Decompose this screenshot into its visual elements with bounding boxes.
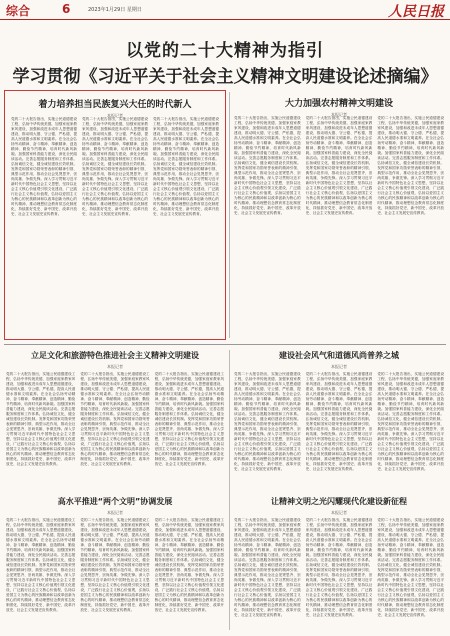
column-divider [229,92,230,338]
article-3 [4,350,226,490]
article-5 [4,496,226,632]
article-text-col: 党的二十大报告指出，实施公民道德建设工程，弘扬中华传统美德，加强家庭家教家风建设，加强和改进未成年人思想道德建设，推动明大德、守公德、严私德，提高人民道德水准和文明素养。在全社会弘扬劳动精神、奋斗精神、奉献精神、创造精神、勤俭节约精神，培育时代新风新貌。加强国家科普能力建设，深化全民阅读活动。完善志愿服务制度和工作体系。弘扬诚信文化，健全诚信建设长效机制。发挥党和国家功勋荣誉表彰的精神引领、典型示范作用，推动全社会见贤思齐、崇尚英雄、争做先锋。深入学习贯彻习近平新时代中国特色社会主义思想，坚持以社会主义核心价值观引领文化建设，广泛践行社会主义核心价值观，弘扬以爱国主义为核心的民族精神和以改革创新为核心的时代精神，推动理想信念教育常态化制度化，持续抓好党史、新中国史、改革开放史、社会主义发展史宣传教育。 [377,116,445,215]
section-divider [4,344,446,345]
article-text-col: 党的二十大报告指出，实施公民道德建设工程，弘扬中华传统美德，加强家庭家教家风建设，加强和改进未成年人思想道德建设，推动明大德、守公德、严私德，提高人民道德水准和文明素养。在全社会弘扬劳动精神、奋斗精神、奉献精神、创造精神、勤俭节约精神，培育时代新风新貌。加强国家科普能力建设，深化全民阅读活动。完善志愿服务制度和工作体系。弘扬诚信文化，健全诚信建设长效机制。发挥党和国家功勋荣誉表彰的精神引领、典型示范作用，推动全社会见贤思齐、崇尚英雄、争做先锋。深入学习贯彻习近平新时代中国特色社会主义思想，坚持以社会主义核心价值观引领文化建设，广泛践行社会主义核心价值观，弘扬以爱国主义为核心的民族精神和以改革创新为核心的时代精神，推动理想信念教育常态化制度化，持续抓好党史、新中国史、改革开放史、社会主义发展史宣传教育。 [154,372,224,466]
article-author: 本报记者 [107,510,123,515]
article-author: 本报记者 [331,364,347,369]
article-title: 高水平推进“两个文明”协调发展 [57,497,173,506]
page-number: 6 [62,2,71,16]
article-text-col: 党的二十大报告指出，实施公民道德建设工程，弘扬中华传统美德，加强家庭家教家风建设，加强和改进未成年人思想道德建设，推动明大德、守公德、严私德，提高人民道德水准和文明素养。在全社会弘扬劳动精神、奋斗精神、奉献精神、创造精神、勤俭节约精神，培育时代新风新貌。加强国家科普能力建设，深化全民阅读活动。完善志愿服务制度和工作体系。弘扬诚信文化，健全诚信建设长效机制。发挥党和国家功勋荣誉表彰的精神引领、典型示范作用，推动全社会见贤思齐、崇尚英雄、争做先锋。深入学习贯彻习近平新时代中国特色社会主义思想，坚持以社会主义核心价值观引领文化建设，广泛践行社会主义核心价值观，弘扬以爱国主义为核心的民族精神和以改革创新为核心的时代精神，推动理想信念教育常态化制度化，持续抓好党史、新中国史、改革开放史、社会主义发展史宣传教育。 [305,372,373,471]
article-author: 本报记者 [107,364,123,369]
article-title: 让精神文明之光闪耀现代化建设新征程 [271,497,407,506]
article-author: 本报记者 [107,113,123,118]
article-text-col: 党的二十大报告指出，实施公民道德建设工程，弘扬中华传统美德，加强家庭家教家风建设，加强和改进未成年人思想道德建设，推动明大德、守公德、严私德，提高人民道德水准和文明素养。在全社会弘扬劳动精神、奋斗精神、奉献精神、创造精神、勤俭节约精神，培育时代新风新貌。加强国家科普能力建设，深化全民阅读活动。完善志愿服务制度和工作体系。弘扬诚信文化，健全诚信建设长效机制。发挥党和国家功勋荣誉表彰的精神引领、典型示范作用，推动全社会见贤思齐、崇尚英雄、争做先锋。深入学习贯彻习近平新时代中国特色社会主义思想，坚持以社会主义核心价值观引领文化建设，广泛践行社会主义核心价值观，弘扬以爱国主义为核心的民族精神和以改革创新为核心的时代精神，推动理想信念教育常态化制度化，持续抓好党史、新中国史、改革开放史、社会主义发展史宣传教育。 [6,372,76,466]
article-text-col: 党的二十大报告指出，实施公民道德建设工程，弘扬中华传统美德，加强家庭家教家风建设，加强和改进未成年人思想道德建设，推动明大德、守公德、严私德，提高人民道德水准和文明素养。在全社会弘扬劳动精神、奋斗精神、奉献精神、创造精神、勤俭节约精神，培育时代新风新貌。加强国家科普能力建设，深化全民阅读活动。完善志愿服务制度和工作体系。弘扬诚信文化，健全诚信建设长效机制。发挥党和国家功勋荣誉表彰的精神引领、典型示范作用，推动全社会见贤思齐、崇尚英雄、争做先锋。深入学习贯彻习近平新时代中国特色社会主义思想，坚持以社会主义核心价值观引领文化建设，广泛践行社会主义核心价值观，弘扬以爱国主义为核心的民族精神和以改革创新为核心的时代精神，推动理想信念教育常态化制度化，持续抓好党史、新中国史、改革开放史、社会主义发展史宣传教育。 [82,117,148,216]
article-author: 本报记者 [331,112,347,117]
article-text-col: 党的二十大报告指出，实施公民道德建设工程，弘扬中华传统美德，加强家庭家教家风建设，加强和改进未成年人思想道德建设，推动明大德、守公德、严私德，提高人民道德水准和文明素养。在全社会弘扬劳动精神、奋斗精神、奉献精神、创造精神、勤俭节约精神，培育时代新风新貌。加强国家科普能力建设，深化全民阅读活动。完善志愿服务制度和工作体系。弘扬诚信文化，健全诚信建设长效机制。发挥党和国家功勋荣誉表彰的精神引领、典型示范作用，推动全社会见贤思齐、崇尚英雄、争做先锋。深入学习贯彻习近平新时代中国特色社会主义思想，坚持以社会主义核心价值观引领文化建设，广泛践行社会主义核心价值观，弘扬以爱国主义为核心的民族精神和以改革创新为核心的时代精神，推动理想信念教育常态化制度化，持续抓好党史、新中国史、改革开放史、社会主义发展史宣传教育。 [234,372,301,471]
page-header [0,0,450,20]
article-text-col: 党的二十大报告指出，实施公民道德建设工程，弘扬中华传统美德，加强家庭家教家风建设，加强和改进未成年人思想道德建设，推动明大德、守公德、严私德，提高人民道德水准和文明素养。在全社会弘扬劳动精神、奋斗精神、奉献精神、创造精神、勤俭节约精神，培育时代新风新貌。加强国家科普能力建设，深化全民阅读活动。完善志愿服务制度和工作体系。弘扬诚信文化，健全诚信建设长效机制。发挥党和国家功勋荣誉表彰的精神引领、典型示范作用，推动全社会见贤思齐、崇尚英雄、争做先锋。深入学习贯彻习近平新时代中国特色社会主义思想，坚持以社会主义核心价值观引领文化建设，广泛践行社会主义核心价值观，弘扬以爱国主义为核心的民族精神和以改革创新为核心的时代精神，推动理想信念教育常态化制度化，持续抓好党史、新中国史、改革开放史、社会主义发展史宣传教育。 [80,518,150,612]
article-title: 立足文化和旅游特色推进社会主义精神文明建设 [31,351,199,360]
issue-date: 2023年1月29日 星期日 [88,7,142,13]
article-text-col: 党的二十大报告指出，实施公民道德建设工程，弘扬中华传统美德，加强家庭家教家风建设，加强和改进未成年人思想道德建设，推动明大德、守公德、严私德，提高人民道德水准和文明素养。在全社会弘扬劳动精神、奋斗精神、奉献精神、创造精神、勤俭节约精神，培育时代新风新貌。加强国家科普能力建设，深化全民阅读活动。完善志愿服务制度和工作体系。弘扬诚信文化，健全诚信建设长效机制。发挥党和国家功勋荣誉表彰的精神引领、典型示范作用，推动全社会见贤思齐、崇尚英雄、争做先锋。深入学习贯彻习近平新时代中国特色社会主义思想，坚持以社会主义核心价值观引领文化建设，广泛践行社会主义核心价值观，弘扬以爱国主义为核心的民族精神和以改革创新为核心的时代精神，推动理想信念教育常态化制度化，持续抓好党史、新中国史、改革开放史、社会主义发展史宣传教育。 [6,518,76,612]
article-body [6,518,224,630]
masthead-logo: 人民日报 [388,4,444,20]
main-headline-line1: 以党的二十大精神为指引 [126,41,324,61]
column-divider [229,350,230,630]
article-text-col: 党的二十大报告指出，实施公民道德建设工程，弘扬中华传统美德，加强家庭家教家风建设，加强和改进未成年人思想道德建设，推动明大德、守公德、严私德，提高人民道德水准和文明素养。在全社会弘扬劳动精神、奋斗精神、奉献精神、创造精神、勤俭节约精神，培育时代新风新貌。加强国家科普能力建设，深化全民阅读活动。完善志愿服务制度和工作体系。弘扬诚信文化，健全诚信建设长效机制。发挥党和国家功勋荣誉表彰的精神引领、典型示范作用，推动全社会见贤思齐、崇尚英雄、争做先锋。深入学习贯彻习近平新时代中国特色社会主义思想，坚持以社会主义核心价值观引领文化建设，广泛践行社会主义核心价值观，弘扬以爱国主义为核心的民族精神和以改革创新为核心的时代精神，推动理想信念教育常态化制度化，持续抓好党史、新中国史、改革开放史、社会主义发展史宣传教育。 [11,117,77,216]
article-4 [232,350,446,490]
main-headline-line2: 学习贯彻《习近平关于社会主义精神文明建设论述摘编》 [12,67,438,87]
article-2 [232,90,446,340]
article-body [6,372,224,488]
article-text-col: 党的二十大报告指出，实施公民道德建设工程，弘扬中华传统美德，加强家庭家教家风建设，加强和改进未成年人思想道德建设，推动明大德、守公德、严私德，提高人民道德水准和文明素养。在全社会弘扬劳动精神、奋斗精神、奉献精神、创造精神、勤俭节约精神，培育时代新风新貌。加强国家科普能力建设，深化全民阅读活动。完善志愿服务制度和工作体系。弘扬诚信文化，健全诚信建设长效机制。发挥党和国家功勋荣誉表彰的精神引领、典型示范作用，推动全社会见贤思齐、崇尚英雄、争做先锋。深入学习贯彻习近平新时代中国特色社会主义思想，坚持以社会主义核心价值观引领文化建设，广泛践行社会主义核心价值观，弘扬以爱国主义为核心的民族精神和以改革创新为核心的时代精神，推动理想信念教育常态化制度化，持续抓好党史、新中国史、改革开放史、社会主义发展史宣传教育。 [154,518,224,612]
article-title: 着力培养担当民族复兴大任的时代新人 [38,100,192,110]
article-body [234,116,444,334]
article-1 [4,90,226,340]
article-text-col: 党的二十大报告指出，实施公民道德建设工程，弘扬中华传统美德，加强家庭家教家风建设，加强和改进未成年人思想道德建设，推动明大德、守公德、严私德，提高人民道德水准和文明素养。在全社会弘扬劳动精神、奋斗精神、奉献精神、创造精神、勤俭节约精神，培育时代新风新貌。加强国家科普能力建设，深化全民阅读活动。完善志愿服务制度和工作体系。弘扬诚信文化，健全诚信建设长效机制。发挥党和国家功勋荣誉表彰的精神引领、典型示范作用，推动全社会见贤思齐、崇尚英雄、争做先锋。深入学习贯彻习近平新时代中国特色社会主义思想，坚持以社会主义核心价值观引领文化建设，广泛践行社会主义核心价值观，弘扬以爱国主义为核心的民族精神和以改革创新为核心的时代精神，推动理想信念教育常态化制度化，持续抓好党史、新中国史、改革开放史、社会主义发展史宣传教育。 [234,116,301,215]
article-body [11,117,219,335]
article-text-col: 党的二十大报告指出，实施公民道德建设工程，弘扬中华传统美德，加强家庭家教家风建设，加强和改进未成年人思想道德建设，推动明大德、守公德、严私德，提高人民道德水准和文明素养。在全社会弘扬劳动精神、奋斗精神、奉献精神、创造精神、勤俭节约精神，培育时代新风新貌。加强国家科普能力建设，深化全民阅读活动。完善志愿服务制度和工作体系。弘扬诚信文化，健全诚信建设长效机制。发挥党和国家功勋荣誉表彰的精神引领、典型示范作用，推动全社会见贤思齐、崇尚英雄、争做先锋。深入学习贯彻习近平新时代中国特色社会主义思想，坚持以社会主义核心价值观引领文化建设，广泛践行社会主义核心价值观，弘扬以爱国主义为核心的民族精神和以改革创新为核心的时代精神，推动理想信念教育常态化制度化，持续抓好党史、新中国史、改革开放史、社会主义发展史宣传教育。 [153,117,219,216]
article-text-col: 党的二十大报告指出，实施公民道德建设工程，弘扬中华传统美德，加强家庭家教家风建设，加强和改进未成年人思想道德建设，推动明大德、守公德、严私德，提高人民道德水准和文明素养。在全社会弘扬劳动精神、奋斗精神、奉献精神、创造精神、勤俭节约精神，培育时代新风新貌。加强国家科普能力建设，深化全民阅读活动。完善志愿服务制度和工作体系。弘扬诚信文化，健全诚信建设长效机制。发挥党和国家功勋荣誉表彰的精神引领、典型示范作用，推动全社会见贤思齐、崇尚英雄、争做先锋。深入学习贯彻习近平新时代中国特色社会主义思想，坚持以社会主义核心价值观引领文化建设，广泛践行社会主义核心价值观，弘扬以爱国主义为核心的民族精神和以改革创新为核心的时代精神，推动理想信念教育常态化制度化，持续抓好党史、新中国史、改革开放史、社会主义发展史宣传教育。 [305,518,373,617]
article-text-col: 党的二十大报告指出，实施公民道德建设工程，弘扬中华传统美德，加强家庭家教家风建设，加强和改进未成年人思想道德建设，推动明大德、守公德、严私德，提高人民道德水准和文明素养。在全社会弘扬劳动精神、奋斗精神、奉献精神、创造精神、勤俭节约精神，培育时代新风新貌。加强国家科普能力建设，深化全民阅读活动。完善志愿服务制度和工作体系。弘扬诚信文化，健全诚信建设长效机制。发挥党和国家功勋荣誉表彰的精神引领、典型示范作用，推动全社会见贤思齐、崇尚英雄、争做先锋。深入学习贯彻习近平新时代中国特色社会主义思想，坚持以社会主义核心价值观引领文化建设，广泛践行社会主义核心价值观，弘扬以爱国主义为核心的民族精神和以改革创新为核心的时代精神，推动理想信念教育常态化制度化，持续抓好党史、新中国史、改革开放史、社会主义发展史宣传教育。 [377,372,445,471]
article-title: 大力加强农村精神文明建设 [284,99,393,109]
article-text-col: 党的二十大报告指出，实施公民道德建设工程，弘扬中华传统美德，加强家庭家教家风建设，加强和改进未成年人思想道德建设，推动明大德、守公德、严私德，提高人民道德水准和文明素养。在全社会弘扬劳动精神、奋斗精神、奉献精神、创造精神、勤俭节约精神，培育时代新风新貌。加强国家科普能力建设，深化全民阅读活动。完善志愿服务制度和工作体系。弘扬诚信文化，健全诚信建设长效机制。发挥党和国家功勋荣誉表彰的精神引领、典型示范作用，推动全社会见贤思齐、崇尚英雄、争做先锋。深入学习贯彻习近平新时代中国特色社会主义思想，坚持以社会主义核心价值观引领文化建设，广泛践行社会主义核心价值观，弘扬以爱国主义为核心的民族精神和以改革创新为核心的时代精神，推动理想信念教育常态化制度化，持续抓好党史、新中国史、改革开放史、社会主义发展史宣传教育。 [80,372,150,466]
article-author: 本报记者 [331,510,347,515]
article-text-col: 党的二十大报告指出，实施公民道德建设工程，弘扬中华传统美德，加强家庭家教家风建设，加强和改进未成年人思想道德建设，推动明大德、守公德、严私德，提高人民道德水准和文明素养。在全社会弘扬劳动精神、奋斗精神、奉献精神、创造精神、勤俭节约精神，培育时代新风新貌。加强国家科普能力建设，深化全民阅读活动。完善志愿服务制度和工作体系。弘扬诚信文化，健全诚信建设长效机制。发挥党和国家功勋荣誉表彰的精神引领、典型示范作用，推动全社会见贤思齐、崇尚英雄、争做先锋。深入学习贯彻习近平新时代中国特色社会主义思想，坚持以社会主义核心价值观引领文化建设，广泛践行社会主义核心价值观，弘扬以爱国主义为核心的民族精神和以改革创新为核心的时代精神，推动理想信念教育常态化制度化，持续抓好党史、新中国史、改革开放史、社会主义发展史宣传教育。 [234,518,301,617]
article-body [234,518,444,630]
article-title: 建设社会风气和道德风尚普养之城 [279,351,399,360]
article-text-col: 党的二十大报告指出，实施公民道德建设工程，弘扬中华传统美德，加强家庭家教家风建设，加强和改进未成年人思想道德建设，推动明大德、守公德、严私德，提高人民道德水准和文明素养。在全社会弘扬劳动精神、奋斗精神、奉献精神、创造精神、勤俭节约精神，培育时代新风新貌。加强国家科普能力建设，深化全民阅读活动。完善志愿服务制度和工作体系。弘扬诚信文化，健全诚信建设长效机制。发挥党和国家功勋荣誉表彰的精神引领、典型示范作用，推动全社会见贤思齐、崇尚英雄、争做先锋。深入学习贯彻习近平新时代中国特色社会主义思想，坚持以社会主义核心价值观引领文化建设，广泛践行社会主义核心价值观，弘扬以爱国主义为核心的民族精神和以改革创新为核心的时代精神，推动理想信念教育常态化制度化，持续抓好党史、新中国史、改革开放史、社会主义发展史宣传教育。 [305,116,373,215]
section-label: 综合 [6,4,31,18]
article-body [234,372,444,488]
article-text-col: 党的二十大报告指出，实施公民道德建设工程，弘扬中华传统美德，加强家庭家教家风建设，加强和改进未成年人思想道德建设，推动明大德、守公德、严私德，提高人民道德水准和文明素养。在全社会弘扬劳动精神、奋斗精神、奉献精神、创造精神、勤俭节约精神，培育时代新风新貌。加强国家科普能力建设，深化全民阅读活动。完善志愿服务制度和工作体系。弘扬诚信文化，健全诚信建设长效机制。发挥党和国家功勋荣誉表彰的精神引领、典型示范作用，推动全社会见贤思齐、崇尚英雄、争做先锋。深入学习贯彻习近平新时代中国特色社会主义思想，坚持以社会主义核心价值观引领文化建设，广泛践行社会主义核心价值观，弘扬以爱国主义为核心的民族精神和以改革创新为核心的时代精神，推动理想信念教育常态化制度化，持续抓好党史、新中国史、改革开放史、社会主义发展史宣传教育。 [377,518,445,617]
article-6 [232,496,446,632]
